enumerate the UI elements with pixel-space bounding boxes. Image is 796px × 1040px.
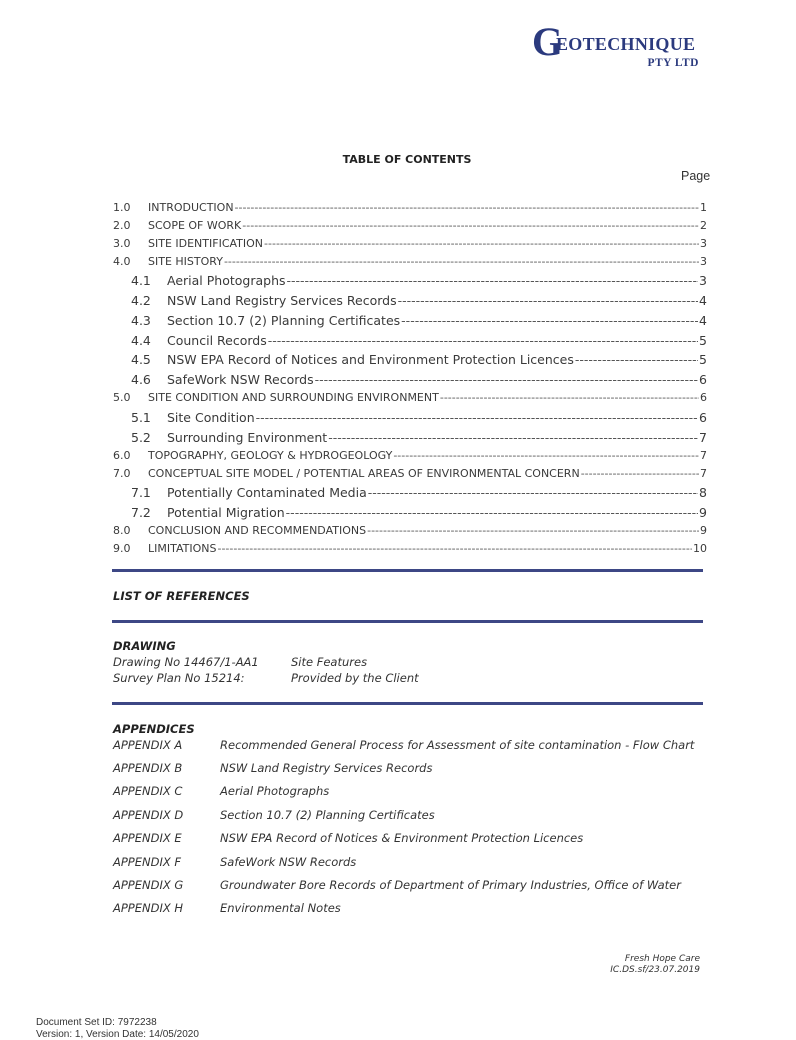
toc-entry-number: 7.0 xyxy=(113,467,131,480)
toc-subentry[interactable] xyxy=(131,293,707,311)
document-set-id: Document Set ID: 7972238 xyxy=(36,1017,157,1028)
company-logo xyxy=(532,19,702,76)
appendices-title: APPENDICES xyxy=(113,722,195,736)
toc-entry-text: Surrounding Environment xyxy=(167,430,328,445)
divider xyxy=(112,620,703,623)
appendix-label: APPENDIX C xyxy=(113,784,183,798)
toc-entry-page: 6 xyxy=(700,391,707,404)
toc-subentry[interactable] xyxy=(131,505,707,523)
toc-subentry[interactable] xyxy=(131,372,707,390)
toc-subentry[interactable] xyxy=(131,273,707,291)
toc-entry-text: CONCLUSION AND RECOMMENDATIONS xyxy=(148,524,367,537)
toc-entry-number: 2.0 xyxy=(113,219,131,232)
toc-entry-page: 9 xyxy=(700,524,707,537)
toc-entry-text: SITE CONDITION AND SURROUNDING ENVIRONMENT xyxy=(148,391,439,404)
drawing-ref: Survey Plan No 15214: xyxy=(113,671,245,685)
toc-title: TABLE OF CONTENTS xyxy=(342,153,472,166)
appendix-label: APPENDIX F xyxy=(113,855,182,869)
toc-subentry[interactable] xyxy=(131,333,707,351)
toc-entry-number: 7.2 xyxy=(131,505,151,520)
toc-page-label: Page xyxy=(681,169,711,183)
toc-entry-text: LIMITATIONS xyxy=(148,542,217,555)
toc-entry-page: 4 xyxy=(699,313,707,328)
references-title: LIST OF REFERENCES xyxy=(113,589,250,603)
toc-entry-number: 4.1 xyxy=(131,273,151,288)
appendix-desc: Aerial Photographs xyxy=(220,784,330,798)
toc-subentry[interactable] xyxy=(131,430,707,448)
appendix-desc: Section 10.7 (2) Planning Certificates xyxy=(220,808,435,822)
toc-entry-number: 1.0 xyxy=(113,201,131,214)
toc-entry-page: 5 xyxy=(699,333,707,348)
toc-entry[interactable] xyxy=(113,391,707,407)
toc-entry[interactable] xyxy=(113,255,707,271)
appendix-label: APPENDIX D xyxy=(113,808,184,822)
toc-entry-page: 6 xyxy=(699,410,707,425)
appendix-desc: NSW Land Registry Services Records xyxy=(220,761,433,775)
logo-subtitle: PTY LTD xyxy=(647,57,699,69)
toc-entry[interactable] xyxy=(113,524,707,540)
appendix-desc: NSW EPA Record of Notices & Environment Protection Licences xyxy=(220,831,584,845)
appendix-label: APPENDIX B xyxy=(113,761,183,775)
toc-entry-page: 6 xyxy=(699,372,707,387)
toc-entry-text: TOPOGRAPHY, GEOLOGY & HYDROGEOLOGY xyxy=(148,449,393,462)
appendix-label: APPENDIX E xyxy=(113,831,182,845)
toc-entry[interactable] xyxy=(113,237,707,253)
appendix-label: APPENDIX A xyxy=(113,738,183,752)
toc-entry[interactable] xyxy=(113,201,707,217)
toc-entry-number: 4.3 xyxy=(131,313,151,328)
toc-entry-page: 9 xyxy=(699,505,707,520)
drawing-title: DRAWING xyxy=(113,639,176,653)
toc-entry-text: Site Condition xyxy=(167,410,255,425)
toc-entry-page: 3 xyxy=(699,273,707,288)
toc-entry-text: Potentially Contaminated Media xyxy=(167,485,367,500)
toc-entry-number: 4.2 xyxy=(131,293,151,308)
toc-entry[interactable] xyxy=(113,467,707,483)
toc-entry-text: NSW Land Registry Services Records xyxy=(167,293,397,308)
appendix-desc: Groundwater Bore Records of Department of Primary Industries, Office of Water xyxy=(220,878,681,892)
toc-entry-number: 4.6 xyxy=(131,372,151,387)
toc-entry-page: 4 xyxy=(699,293,707,308)
appendix-desc: SafeWork NSW Records xyxy=(220,855,357,869)
toc-entry-text: Potential Migration xyxy=(167,505,285,520)
toc-entry-text: Section 10.7 (2) Planning Certificates xyxy=(167,313,401,328)
toc-entry-number: 5.2 xyxy=(131,430,151,445)
toc-entry-page: 7 xyxy=(700,467,707,480)
toc-entry[interactable] xyxy=(113,219,707,235)
drawing-desc: Provided by the Client xyxy=(291,671,419,685)
logo-initial: G xyxy=(532,19,564,64)
drawing-ref: Drawing No 14467/1-AA1 xyxy=(113,655,259,669)
toc-entry-number: 4.5 xyxy=(131,352,151,367)
toc-entry-text: CONCEPTUAL SITE MODEL / POTENTIAL AREAS OF ENVIRONMENTAL CONCERN xyxy=(148,467,580,480)
toc-entry-text: INTRODUCTION xyxy=(148,201,234,214)
toc-entry-page: 7 xyxy=(700,449,707,462)
toc-entry[interactable] xyxy=(113,542,707,558)
toc-entry-page: 10 xyxy=(693,542,707,555)
logo-name: EOTECHNIQUE xyxy=(556,34,696,54)
toc-entry-page: 3 xyxy=(700,237,707,250)
toc-entry-text: Council Records xyxy=(167,333,267,348)
toc-entry-text: SITE IDENTIFICATION xyxy=(148,237,264,250)
toc-entry-text: SITE HISTORY xyxy=(148,255,223,268)
appendix-label: APPENDIX H xyxy=(113,901,184,915)
toc-entry-page: 5 xyxy=(699,352,707,367)
divider xyxy=(112,569,703,572)
appendix-desc: Recommended General Process for Assessment of site contamination - Flow Chart xyxy=(220,738,695,752)
toc-subentry[interactable] xyxy=(131,410,707,428)
toc-entry-number: 8.0 xyxy=(113,524,131,537)
appendix-desc: Environmental Notes xyxy=(220,901,341,915)
toc-entry-text: SCOPE OF WORK xyxy=(148,219,242,232)
toc-entry-number: 7.1 xyxy=(131,485,151,500)
toc-entry[interactable] xyxy=(113,449,707,465)
toc-entry-number: 5.0 xyxy=(113,391,131,404)
toc-entry-number: 6.0 xyxy=(113,449,131,462)
toc-entry-number: 4.0 xyxy=(113,255,131,268)
toc-entry-number: 3.0 xyxy=(113,237,131,250)
toc-entry-number: 4.4 xyxy=(131,333,151,348)
toc-entry-page: 1 xyxy=(700,201,707,214)
toc-subentry[interactable] xyxy=(131,313,707,331)
toc-subentry[interactable] xyxy=(131,352,707,370)
divider xyxy=(112,702,703,705)
toc-entry-page: 8 xyxy=(699,485,707,500)
toc-entry-page: 2 xyxy=(700,219,707,232)
toc-subentry[interactable] xyxy=(131,485,707,503)
footer-project: Fresh Hope Care xyxy=(624,954,700,964)
appendix-label: APPENDIX G xyxy=(113,878,184,892)
toc-entry-text: NSW EPA Record of Notices and Environment Protection Licences xyxy=(167,352,574,367)
toc-entry-page: 3 xyxy=(700,255,707,268)
toc-entry-page: 7 xyxy=(699,430,707,445)
toc-entry-text: Aerial Photographs xyxy=(167,273,286,288)
document-version: Version: 1, Version Date: 14/05/2020 xyxy=(36,1029,199,1040)
toc-entry-number: 9.0 xyxy=(113,542,131,555)
toc-entry-number: 5.1 xyxy=(131,410,151,425)
toc-entry-text: SafeWork NSW Records xyxy=(167,372,314,387)
footer-reference: IC.DS.sf/23.07.2019 xyxy=(610,965,700,975)
drawing-desc: Site Features xyxy=(291,655,368,669)
